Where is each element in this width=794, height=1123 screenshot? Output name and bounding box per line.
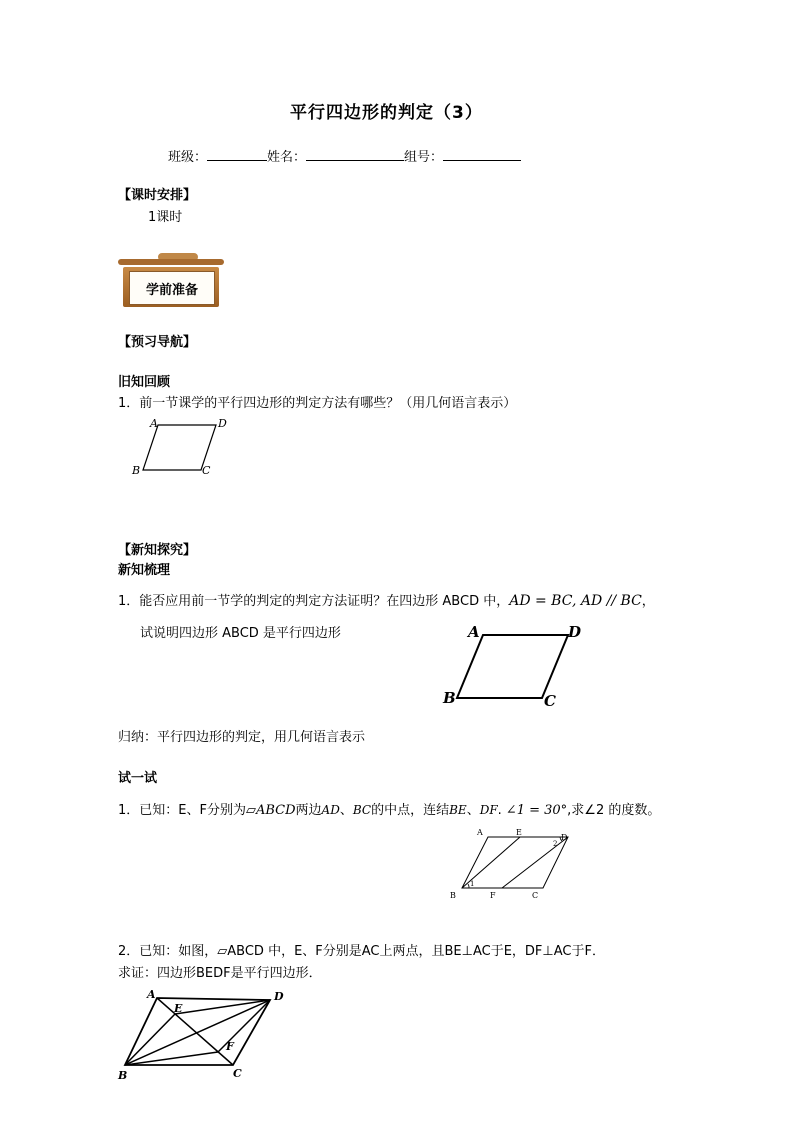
review-question-1: 1．前一节课学的平行四边形的判定方法有哪些？（用几何语言表示） (118, 396, 517, 411)
new-knowledge-heading: 【新知探究】 (118, 543, 197, 558)
label-c: C (202, 464, 211, 477)
label-a: A (468, 623, 480, 641)
student-info-row (168, 146, 521, 165)
name-field[interactable] (306, 146, 404, 161)
try-q1-part-e: ,求∠2 的度数。 (567, 803, 661, 818)
new-question-1-suffix: ， (641, 594, 655, 609)
new-question-1-line2: 试说明四边形 ABCD 是平行四边形 (140, 626, 341, 641)
label-angle-1: 1 (470, 880, 475, 888)
try-q1-ad: AD (321, 803, 340, 817)
new-question-1-text: 1．能否应用前一节学的判定的判定方法证明？在四边形 ABCD 中， (118, 594, 510, 609)
label-f: F (490, 891, 496, 900)
label-c: C (544, 692, 556, 710)
schedule-content: 1课时 (148, 210, 183, 225)
new-question-1 (118, 590, 655, 609)
summary-text: 归纳：平行四边形的判定，用几何语言表示 (118, 730, 366, 745)
label-a: A (150, 417, 158, 430)
label-d: D (218, 417, 227, 430)
try-q1-sep2: 、 (466, 803, 480, 818)
label-angle-2: 2 (553, 840, 558, 848)
label-b: B (450, 891, 456, 900)
try-q1-part-d: . (497, 803, 502, 818)
label-d: D (274, 990, 284, 1003)
label-c: C (532, 891, 539, 900)
review-subheading: 旧知回顾 (118, 375, 171, 390)
label-c: C (233, 1067, 242, 1080)
label-f: F (226, 1040, 234, 1053)
try-q1-part-a: 1．已知：E、F分别为 (118, 803, 246, 818)
try-q1-sep: 、 (339, 803, 353, 818)
midpoint-figure (446, 828, 586, 903)
new-question-1-math: AD = BC, AD // BC (509, 593, 642, 609)
parallelogram-figure-small (128, 415, 258, 485)
parallelogram-figure-large (440, 620, 590, 710)
name-label: 姓名： (267, 150, 307, 165)
schedule-heading: 【课时安排】 (118, 188, 197, 203)
new-knowledge-subheading: 新知梳理 (118, 563, 171, 578)
try-q1-part-c: 的中点，连结 (371, 803, 450, 818)
try-q1-part-b: 两边 (295, 803, 322, 818)
group-label: 组号： (404, 150, 444, 165)
try-question-2-line2: 求证：四边形BEDF是平行四边形． (118, 966, 322, 981)
try-q1-be: BE (449, 803, 467, 817)
banner-label: 学前准备 (129, 271, 215, 305)
perpendicular-figure (115, 988, 285, 1083)
class-label: 班级： (168, 150, 208, 165)
try-q1-angle1: ∠1 = 30° (505, 803, 568, 818)
label-d: D (568, 623, 582, 641)
try-q1-bc: BC (352, 803, 372, 817)
label-e: E (174, 1002, 183, 1015)
label-b: B (118, 1069, 128, 1082)
try-q1-parallelogram: ▱ABCD (245, 803, 296, 818)
label-e: E (516, 828, 522, 837)
group-field[interactable] (443, 146, 521, 161)
parallelogram-shape (457, 635, 568, 698)
try-q1-df: DF (479, 803, 498, 817)
try-question-2-line1: 2．已知：如图，▱ABCD 中，E、F分别是AC上两点，且BE⊥AC于E，DF⊥AC于F． (118, 944, 605, 959)
label-b: B (132, 464, 141, 477)
class-field[interactable] (207, 146, 267, 161)
preview-heading: 【预习导航】 (118, 335, 197, 350)
page-title: 平行四边形的判定（3） (290, 103, 483, 123)
label-a: A (147, 988, 156, 1001)
try-heading: 试一试 (118, 771, 158, 786)
label-b: B (443, 689, 456, 707)
angle-1-arc (468, 884, 469, 888)
segment-be (125, 1014, 175, 1065)
label-d: D (561, 833, 568, 842)
try-question-1 (118, 799, 660, 818)
pre-study-banner (118, 253, 224, 309)
label-a: A (477, 828, 483, 837)
